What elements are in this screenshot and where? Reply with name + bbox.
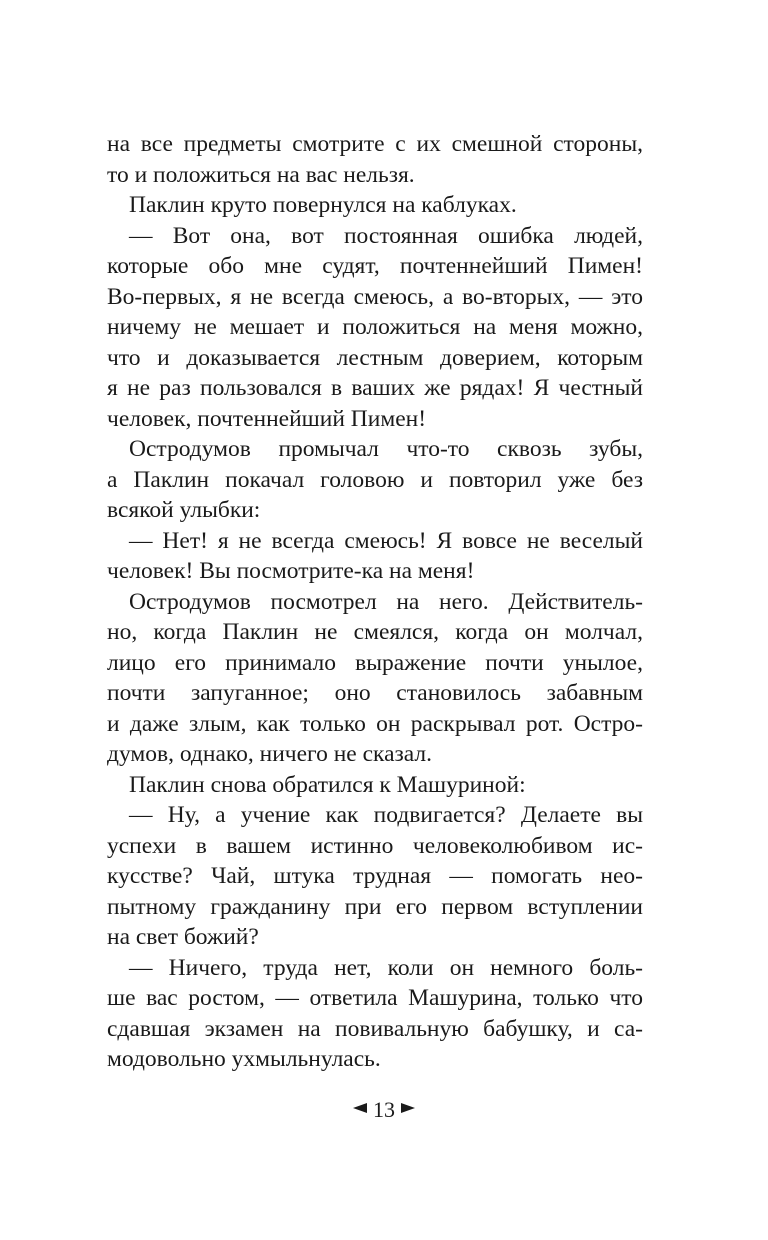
text-line: ничему не мешает и положиться на меня можно,: [107, 314, 643, 340]
text-line: но, когда Паклин не смеялся, когда он молчал,: [107, 619, 643, 645]
text-line: Паклин круто повернулся на каблуках.: [129, 192, 517, 218]
text-line: Остродумов посмотрел на него. Действитель-: [129, 588, 643, 615]
text-line: человек! Вы посмотрите-ка на меня!: [107, 558, 475, 584]
text-line: то и положиться на вас нельзя.: [107, 161, 415, 188]
text-line: — Ничего, труда нет, коли он немного боль-: [129, 954, 643, 981]
text-line: ше вас ростом, — ответила Машурина, только что: [107, 985, 643, 1011]
text-line: сдавшая экзамен на повивальную бабушку, и са-: [107, 1015, 643, 1042]
page-number: 13: [373, 1096, 395, 1122]
text-line: — Нет! я не всегда смеюсь! Я вовсе не веселый: [129, 527, 643, 554]
text-line: а Паклин покачал головою и повторил уже без: [107, 466, 643, 493]
text-line: Паклин снова обратился к Машуриной:: [129, 771, 526, 798]
text-line: что и доказывается лестным доверием, которым: [107, 344, 643, 371]
text-line: лицо его принимало выражение почти унылое,: [107, 649, 643, 676]
text-line: на свет божий?: [107, 924, 259, 950]
text-line: кусстве? Чай, штука трудная — помогать нео-: [107, 863, 643, 889]
text-line: которые обо мне судят, почтеннейший Пимен!: [107, 253, 643, 279]
text-line: — Ну, а учение как подвигается? Делаете вы: [129, 802, 643, 828]
left-ornament-icon: [353, 1103, 367, 1113]
text-line: Остродумов промычал что-то сквозь зубы,: [129, 436, 643, 462]
text-line: почти запуганное; оно становилось забавным: [107, 680, 643, 706]
text-line: модовольно ухмыльнулась.: [107, 1046, 381, 1072]
text-line: и даже злым, как только он раскрывал рот. Остро-: [107, 710, 643, 737]
text-line: всякой улыбки:: [107, 497, 261, 523]
text-line: — Вот она, вот постоянная ошибка людей,: [129, 222, 643, 249]
text-line: я не раз пользовался в ваших же рядах! Я честный: [107, 375, 643, 401]
text-line: Во-первых, я не всегда смеюсь, а во-вторых, — это: [107, 283, 643, 310]
right-ornament-icon: [401, 1103, 415, 1113]
text-line: на все предметы смотрите с их смешной стороны,: [107, 131, 643, 157]
page-body: [107, 129, 643, 1075]
text-line: человек, почтеннейший Пимен!: [107, 405, 427, 432]
text-line: думов, однако, ничего не сказал.: [107, 741, 433, 767]
page-number-footer: [0, 1094, 768, 1124]
text-line: пытному гражданину при его первом вступлении: [107, 893, 643, 920]
text-line: успехи в вашем истинно человеколюбивом ис-: [107, 832, 643, 859]
